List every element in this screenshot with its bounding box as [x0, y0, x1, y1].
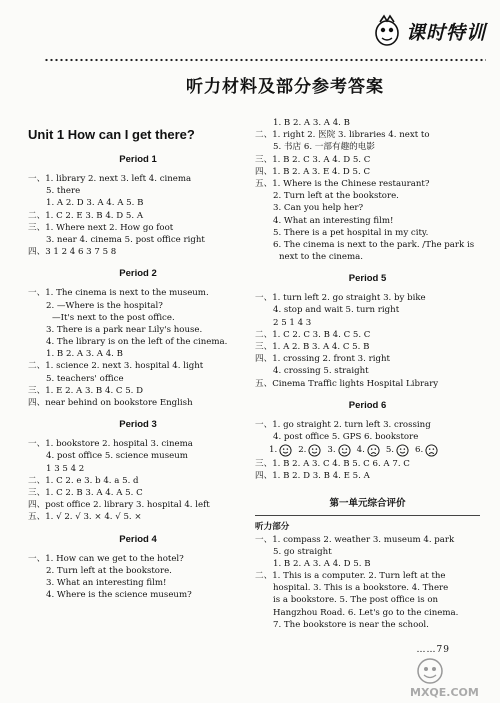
sad-face-icon: [425, 444, 438, 457]
answer-line: 五、1. Where is the Chinese restaurant?: [255, 178, 430, 189]
answer-line: 7. The bookstore is near the school.: [273, 619, 429, 630]
answer-line: hospital. 3. This is a bookstore. 4. There: [273, 583, 449, 594]
answer-line: 4. Where is the science museum?: [46, 590, 192, 601]
answer-line: 四、3 1 2 4 6 3 7 5 8: [28, 247, 117, 258]
answer-line: 三、1. B 2. C 3. A 4. D 5. C: [255, 154, 371, 165]
answer-line: 3. near 4. cinema 5. post office right: [46, 234, 205, 245]
smiley-face-icon: [396, 444, 409, 457]
answer-line: 四、1. B 2. A 3. E 4. D 5. C: [255, 166, 371, 177]
answer-line: 2. Turn left at the bookstore.: [273, 191, 399, 202]
period-4-heading: Period 4: [119, 533, 157, 545]
answer-line: 3. Can you help her?: [273, 203, 364, 214]
answer-line: 5. teachers' office: [46, 373, 124, 384]
period-2-heading: Period 2: [119, 268, 157, 280]
face-item: [327, 443, 350, 458]
right-column: [255, 117, 480, 631]
sad-face-icon: [367, 444, 380, 457]
answer-line: 五、1. √ 2. √ 3. × 4. √ 5. ×: [28, 512, 142, 523]
answer-line: 4. crossing 5. straight: [273, 366, 369, 377]
dotted-divider: [44, 58, 486, 62]
answer-line: 4. The library is on the left of the cinema.: [46, 337, 228, 348]
watermark-logo: [406, 655, 492, 699]
answer-line: 一、1. compass 2. weather 3. museum 4. park: [255, 534, 455, 545]
period-3-heading: Period 3: [119, 419, 157, 431]
unit-title: Unit 1 How can I get there?: [28, 127, 195, 142]
answer-line: —It's next to the post office.: [52, 312, 175, 323]
answer-line: 1. B 2. A 3. A 4. B: [273, 118, 350, 128]
answer-line: 4. stop and wait 5. turn right: [273, 305, 400, 316]
answer-line: 5. go straight: [273, 546, 332, 557]
faces-row: [255, 443, 480, 458]
answer-line: 二、1. C 2. C 3. B 4. C 5. C: [255, 329, 371, 340]
answer-line: 4. post office 5. GPS 6. bookstore: [273, 431, 419, 442]
page-title: 听力材料及部分参考答案: [186, 77, 384, 97]
answer-line: 1. A 2. D 3. A 4. A 5. B: [46, 198, 144, 209]
listening-subheading: 听力部分: [255, 521, 290, 532]
review-heading: 第一单元综合评价: [329, 497, 406, 509]
answer-line: 5. 书店 6. 一部有趣的电影: [273, 142, 375, 153]
face-number: 4.: [356, 445, 365, 456]
face-item: [298, 443, 321, 458]
answer-line: 3. What an interesting film!: [46, 577, 167, 588]
page-number: ……79: [416, 645, 450, 655]
answer-line: 三、1. B 2. A 3. C 4. B 5. C 6. A 7. C: [255, 459, 410, 470]
answer-line: 一、1. turn left 2. go straight 3. by bike: [255, 293, 426, 304]
answer-line: 5. There is a pet hospital in my city.: [273, 227, 429, 238]
brand-logo: [372, 8, 486, 54]
answer-line: 6. The cinema is next to the park. /The park is: [273, 239, 475, 250]
answer-line: 3. There is a park near Lily's house.: [46, 324, 203, 335]
brand-text: 课时特训: [405, 21, 486, 44]
answer-line: Hangzhou Road. 6. Let's go to the cinema.: [273, 607, 459, 618]
answer-line: 一、1. bookstore 2. hospital 3. cinema: [28, 439, 193, 450]
period-5-heading: Period 5: [348, 273, 387, 285]
answer-line: next to the cinema.: [279, 252, 364, 263]
face-item: [357, 443, 380, 458]
face-number: 1.: [269, 445, 278, 456]
smiley-face-icon: [338, 444, 351, 457]
answer-line: 四、post office 2. library 3. hospital 4. left: [28, 500, 210, 511]
answer-line: 2. —Where is the hospital?: [46, 300, 163, 311]
answer-line: is a bookstore. 5. The post office is on: [273, 595, 439, 606]
watermark-text: MXQE.COM: [410, 686, 479, 699]
answer-line: 四、1. crossing 2. front 3. right: [255, 354, 390, 365]
answer-line: 三、1. C 2. B 3. A 4. A 5. C: [28, 487, 143, 498]
face-item: [386, 443, 409, 458]
face-item: [415, 443, 438, 458]
answer-line: 二、1. right 2. 医院 3. libraries 4. next to: [255, 130, 430, 141]
left-column: [28, 117, 248, 601]
face-number: 6.: [415, 445, 424, 456]
answer-line: 五、Cinema Traffic lights Hospital Library: [255, 378, 439, 389]
answer-line: 四、1. B 2. D 3. B 4. E 5. A: [255, 471, 370, 482]
answer-line: 四、near behind on bookstore English: [28, 398, 193, 408]
smiley-face-icon: [308, 444, 321, 457]
smiley-face-icon: [279, 444, 292, 457]
face-number: 3.: [327, 445, 336, 456]
answer-line: 2 5 1 4 3: [273, 317, 312, 328]
answer-line: 1 3 5 4 2: [46, 463, 85, 474]
answer-line: 二、1. science 2. next 3. hospital 4. light: [28, 361, 204, 372]
answer-line: 1. B 2. A 3. A 4. B: [46, 349, 123, 360]
answer-line: 二、1. This is a computer. 2. Turn left at the: [255, 571, 446, 582]
answer-line: 1. B 2. A 3. A 4. D 5. B: [273, 558, 371, 569]
face-number: 2.: [298, 445, 307, 456]
section-rule: [255, 515, 480, 516]
answer-line: 一、1. library 2. next 3. left 4. cinema: [28, 174, 192, 184]
answer-line: 三、1. E 2. A 3. B 4. C 5. D: [28, 385, 144, 396]
answer-line: 2. Turn left at the bookstore.: [46, 565, 172, 576]
answer-line: 二、1. C 2. e 3. b 4. a 5. d: [28, 475, 139, 486]
answer-line: 二、1. C 2. E 3. B 4. D 5. A: [28, 210, 144, 221]
answer-line: 一、1. go straight 2. turn left 3. crossing: [255, 419, 431, 430]
answer-line: 一、1. The cinema is next to the museum.: [28, 288, 209, 299]
answer-line: 5. there: [46, 186, 81, 197]
answer-line: 4. What an interesting film!: [273, 215, 394, 226]
answer-line: 三、1. A 2. B 3. A 4. C 5. B: [255, 342, 370, 352]
face-number: 5.: [385, 445, 395, 456]
period-1-heading: Period 1: [119, 154, 157, 165]
mascot-icon: [372, 14, 402, 48]
answer-line: 4. post office 5. science museum: [46, 451, 188, 462]
face-item: [269, 443, 292, 458]
period-6-heading: Period 6: [348, 399, 387, 411]
answer-line: 一、1. How can we get to the hotel?: [28, 553, 184, 564]
answer-line: 三、1. Where next 2. How go foot: [28, 222, 174, 233]
